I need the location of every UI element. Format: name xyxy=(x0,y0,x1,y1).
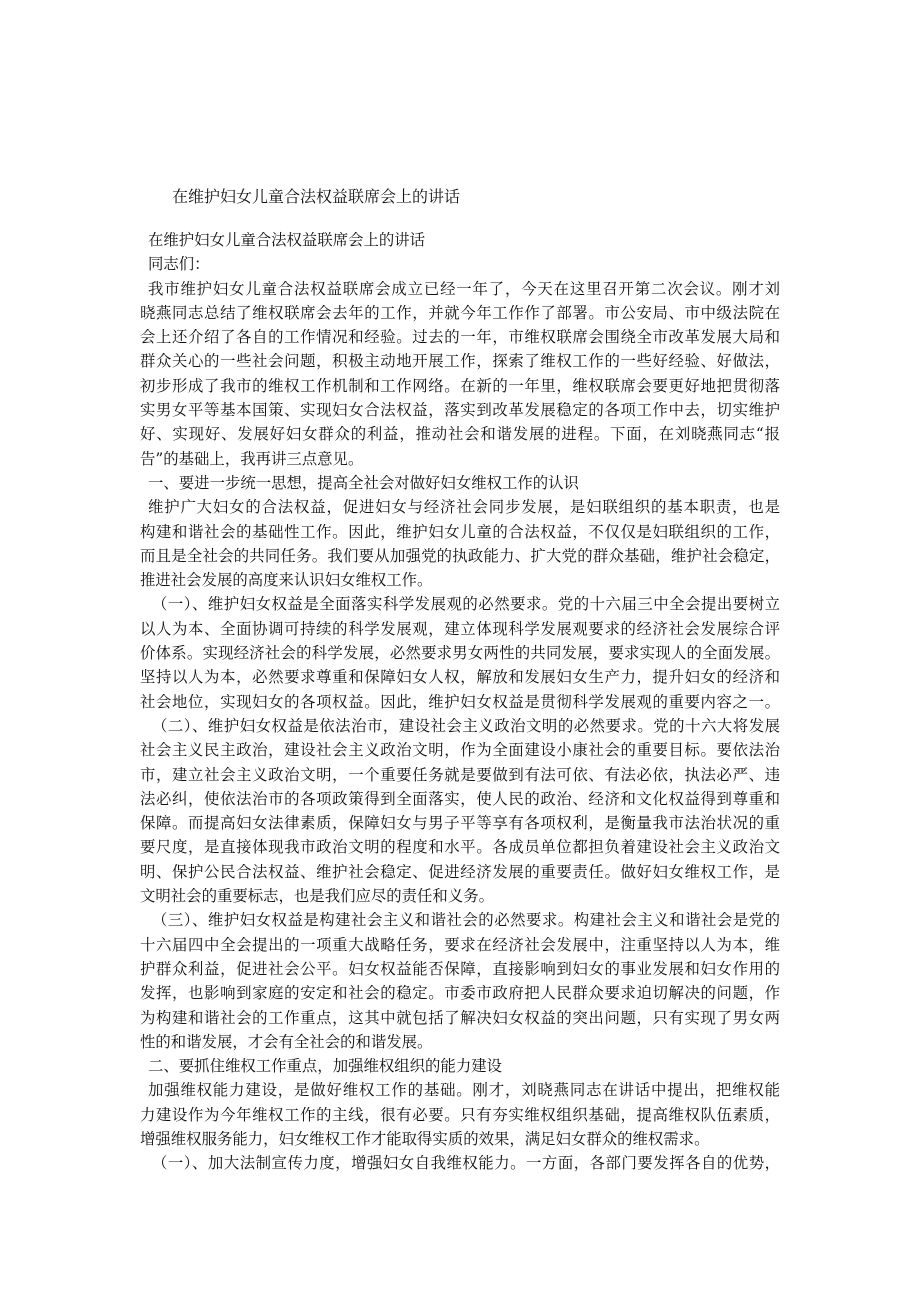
paragraph-line: 在维护妇女儿童合法权益联席会上的讲话 xyxy=(148,231,426,249)
paragraph-line: 法必纠，使依法治市的各项政策得到全面落实，使人民的政治、经济和文化权益得到尊重和 xyxy=(140,789,780,808)
paragraph-line: 增强维权服务能力，妇女维权工作才能取得实质的效果，满足妇女群众的维权需求。 xyxy=(140,1129,710,1148)
paragraph-line: 价体系。实现经济社会的科学发展，必然要求男女两性的共同发展，要求实现人的全面发展。 xyxy=(140,644,780,663)
paragraph-line: 告”的基础上，我再讲三点意见。 xyxy=(140,449,364,468)
paragraph-line: 发挥，也影响到家庭的安定和社会的稳定。市委市政府把人民群众要求迫切解决的问题，作 xyxy=(140,984,780,1003)
paragraph-line: 护群众利益，促进社会公平。妇女权益能否保障，直接影响到妇女的事业发展和妇女作用的 xyxy=(140,959,780,978)
paragraph-line: 好、实现好、发展好妇女群众的利益，推动社会和谐发展的进程。下面，在刘晓燕同志“报 xyxy=(140,425,780,444)
paragraph-line: 维护广大妇女的合法权益，促进妇女与经济社会同步发展，是妇联组织的基本职责，也是 xyxy=(148,498,780,517)
paragraph-line: 性的和谐发展，才会有全社会的和谐发展。 xyxy=(140,1032,433,1051)
paragraph-line: 构建和谐社会的基础性工作。因此，维护妇女儿童的合法权益，不仅仅是妇联组织的工作， xyxy=(140,522,780,541)
paragraph-line: 二、要抓住维权工作重点，加强维权组织的能力建设 xyxy=(148,1057,502,1076)
paragraph-line: 力建设作为今年维权工作的主线，很有必要。只有夯实维权组织基础，提高维权队伍素质， xyxy=(140,1105,780,1124)
paragraph-line: 社会地位，实现妇女的各项权益。因此，维护妇女权益是贯彻科学发展观的重要内容之一。 xyxy=(140,692,780,711)
paragraph-line: 一、要进一步统一思想，提高全社会对做好妇女维权工作的认识 xyxy=(148,473,579,492)
paragraph-line: 社会主义民主政治，建设社会主义政治文明，作为全面建设小康社会的重要目标。要依法治 xyxy=(140,741,780,760)
paragraph-line: （二）、维护妇女权益是依法治市，建设社会主义政治文明的必然要求。党的十六大将发展 xyxy=(152,716,780,735)
paragraph-line: （一）、维护妇女权益是全面落实科学发展观的必然要求。党的十六届三中全会提出要树立 xyxy=(152,595,780,614)
paragraph-line: 坚持以人为本，必然要求尊重和保障妇女人权，解放和发展妇女生产力，提升妇女的经济和 xyxy=(140,668,780,687)
paragraph-line: 十六届四中全会提出的一项重大战略任务，要求在经济社会发展中，注重坚持以人为本，维 xyxy=(140,935,780,954)
paragraph-line: 推进社会发展的高度来认识妇女维权工作。 xyxy=(140,571,433,590)
paragraph-line: 加强维权能力建设，是做好维权工作的基础。刚才，刘晓燕同志在讲话中提出，把维权能 xyxy=(148,1081,780,1100)
paragraph-line: 要尺度，是直接体现我市政治文明的程度和水平。各成员单位都担负着建设社会主义政治文 xyxy=(140,838,780,857)
paragraph-line: 群众关心的一些社会问题，积极主动地开展工作，探索了维权工作的一些好经验、好做法， xyxy=(140,352,780,371)
paragraph-line: 同志们： xyxy=(148,255,210,274)
paragraph-line: 而且是全社会的共同任务。我们要从加强党的执政能力、扩大党的群众基础，维护社会稳定， xyxy=(140,546,780,565)
paragraph-line: 为构建和谐社会的工作重点，这其中就包括了解决妇女权益的突出问题，只有实现了男女两 xyxy=(140,1008,780,1027)
paragraph-line: 晓燕同志总结了维权联席会去年的工作，并就今年工作作了部署。市公安局、市中级法院在 xyxy=(140,303,780,322)
paragraph-line: （一）、加大法制宣传力度，增强妇女自我维权能力。一方面，各部门要发挥各自的优势， xyxy=(152,1154,780,1173)
paragraph-line: 我市维护妇女儿童合法权益联席会成立已经一年了，今天在这里召开第二次会议。刚才刘 xyxy=(148,279,780,298)
paragraph-line: 明、保护公民合法权益、维护社会稳定、促进经济发展的重要责任。做好妇女维权工作，是 xyxy=(140,862,780,881)
paragraph-line: 市，建立社会主义政治文明，一个重要任务就是要做到有法可依、有法必依，执法必严、违 xyxy=(140,765,780,784)
paragraph-line: （三）、维护妇女权益是构建社会主义和谐社会的必然要求。构建社会主义和谐社会是党的 xyxy=(152,911,780,930)
document-title: 在维护妇女儿童合法权益联席会上的讲话 xyxy=(172,187,461,206)
paragraph-line: 会上还介绍了各自的工作情况和经验。过去的一年，市维权联席会围绕全市改革发展大局和 xyxy=(140,328,780,347)
paragraph-line: 实男女平等基本国策、实现妇女合法权益，落实到改革发展稳定的各项工作中去，切实维护 xyxy=(140,401,780,420)
paragraph-line: 以人为本、全面协调可持续的科学发展观，建立体现科学发展观要求的经济社会发展综合评 xyxy=(140,619,780,638)
document-body xyxy=(140,228,780,1176)
paragraph-line: 初步形成了我市的维权工作机制和工作网络。在新的一年里，维权联席会要更好地把贯彻落 xyxy=(140,376,780,395)
paragraph-line: 保障。而提高妇女法律素质，保障妇女与男子平等享有各项权利，是衡量我市法治状况的重 xyxy=(140,814,780,833)
paragraph-line: 文明社会的重要标志，也是我们应尽的责任和义务。 xyxy=(140,887,494,906)
